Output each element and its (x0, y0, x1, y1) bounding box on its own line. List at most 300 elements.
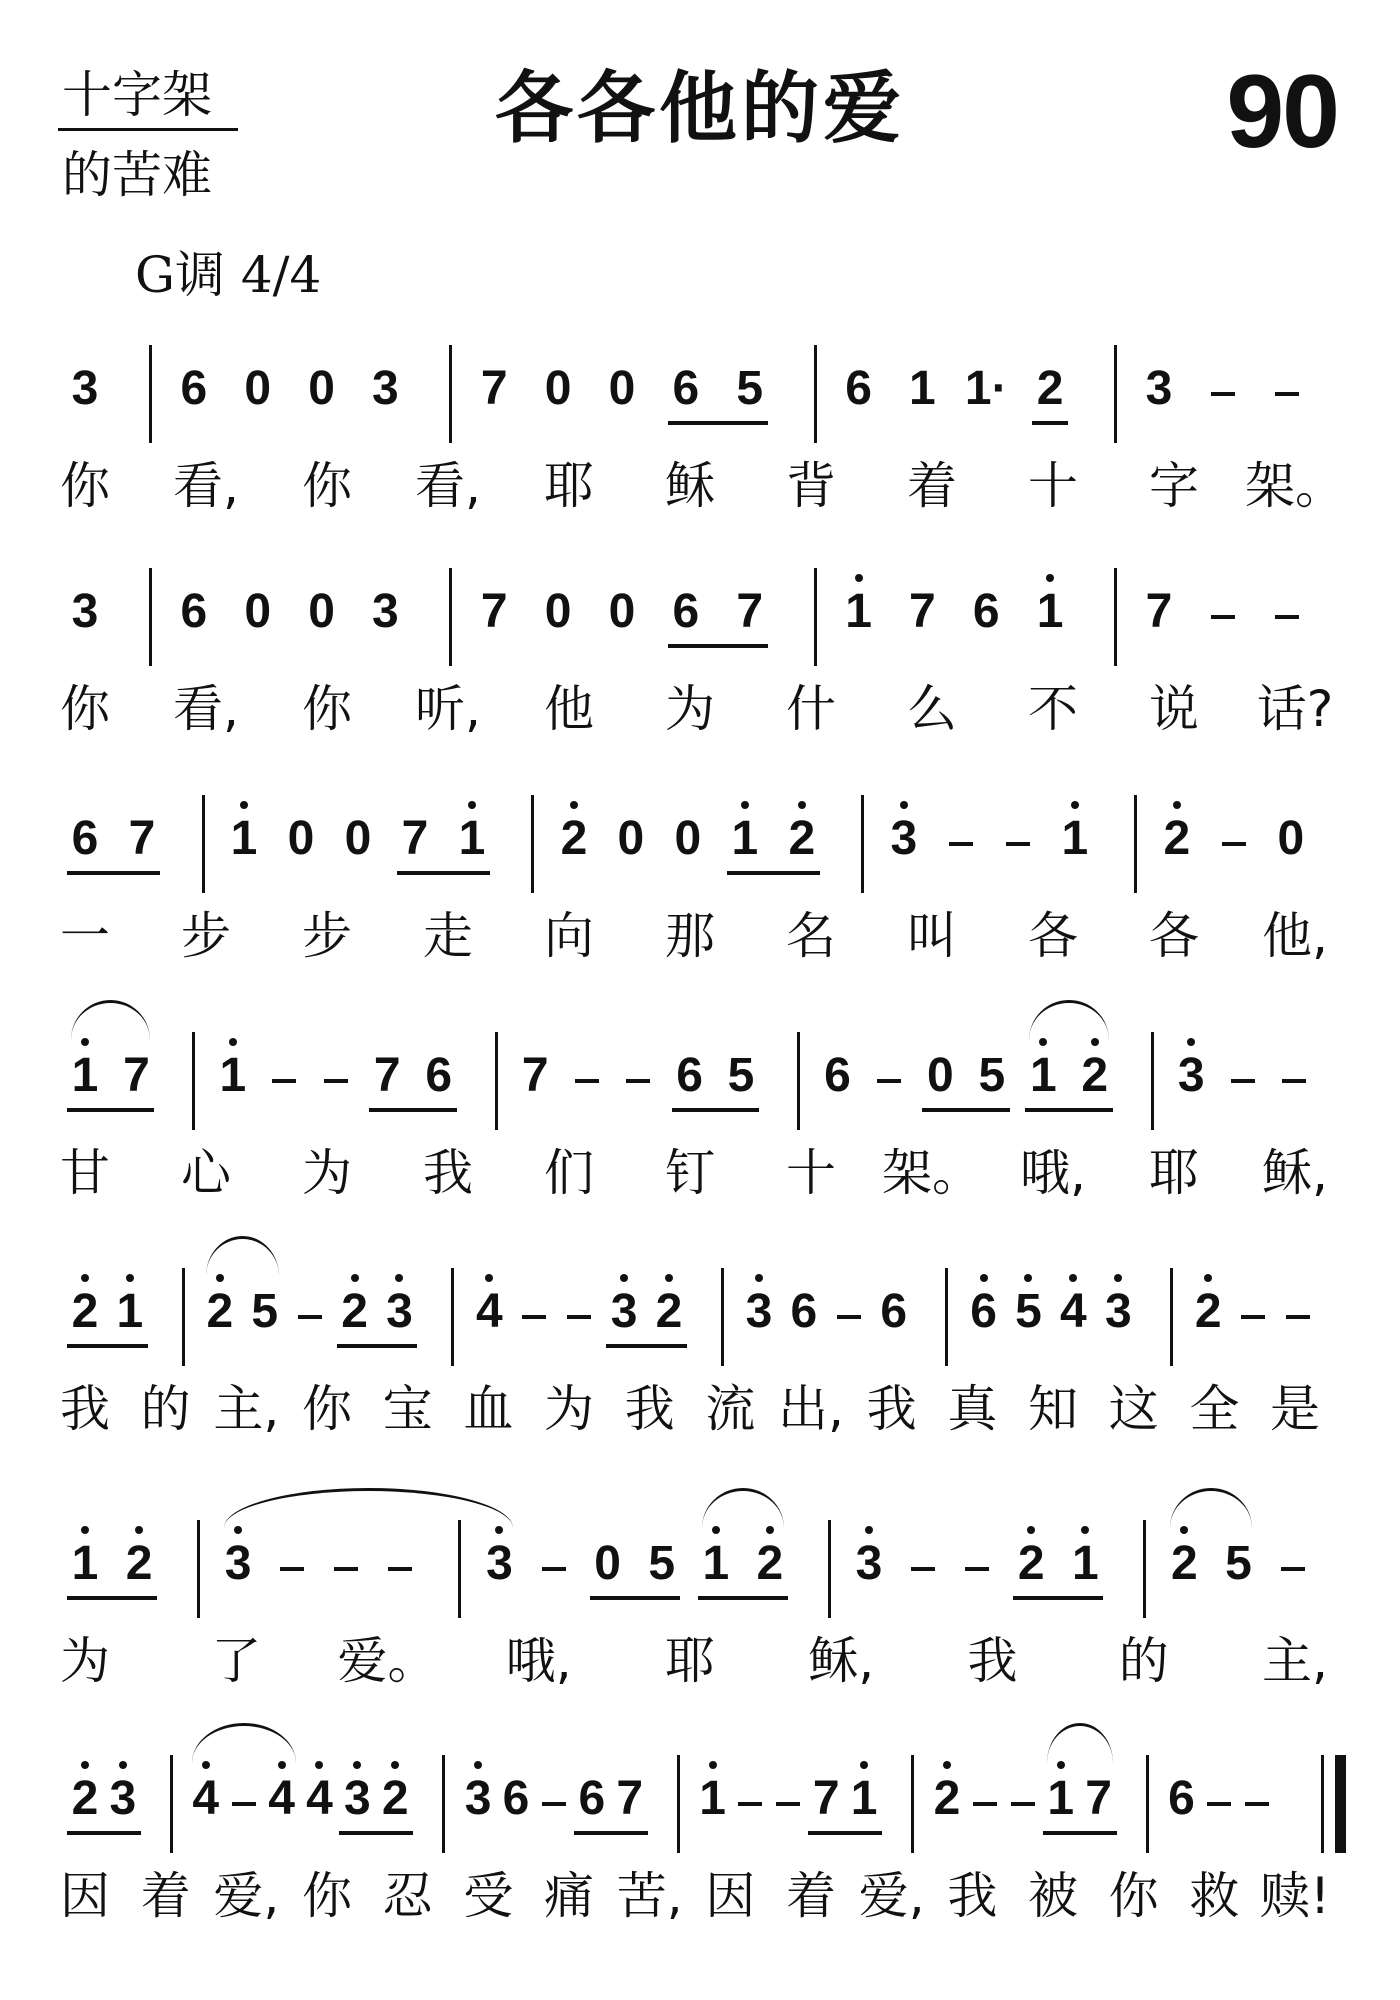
barline (1114, 345, 1117, 443)
note: 6 (972, 585, 1000, 638)
octave-dot (391, 1761, 399, 1769)
octave-dot (1173, 801, 1181, 809)
lyric-syllable: 甘 (60, 1144, 110, 1202)
lyric-syllable: 全 (1189, 1380, 1240, 1438)
lyric-syllable: 赎! (1259, 1867, 1331, 1925)
sustain-dash (911, 1567, 935, 1571)
lyric-syllable: 步 (181, 907, 231, 965)
note: 0 (608, 585, 636, 638)
lyric-syllable: 流 (705, 1380, 756, 1438)
note: 6 (676, 1049, 703, 1102)
lyric-syllable: 这 (1108, 1380, 1159, 1438)
note: 0 (608, 362, 636, 415)
note: 2 (1194, 1285, 1222, 1338)
lyric-syllable: 爱, (213, 1867, 280, 1925)
note: 5 (1015, 1285, 1042, 1338)
underline-beam (727, 871, 820, 875)
barline (1134, 795, 1137, 893)
note: 3 (1177, 1049, 1205, 1102)
octave-dot (741, 801, 749, 809)
note: 6 (845, 362, 872, 415)
sustain-dash (575, 1079, 599, 1083)
key-signature: G调 4/4 (135, 246, 322, 304)
lyric-syllable: 稣, (808, 1632, 875, 1690)
underline-beam (1013, 1596, 1103, 1600)
lyric-syllable: 看, (173, 680, 239, 738)
note: 2 (655, 1285, 683, 1338)
octave-dot (1069, 1274, 1077, 1282)
note: 5 (251, 1285, 279, 1338)
lyric-syllable: 知 (1028, 1380, 1078, 1438)
note: 3 (386, 1285, 413, 1338)
note: 7 (1085, 1772, 1112, 1825)
underline-beam (1032, 421, 1068, 425)
octave-dot (81, 1761, 89, 1769)
octave-dot (126, 1274, 134, 1282)
note: 1 (731, 812, 759, 865)
note: 6 (824, 1049, 851, 1102)
note: 7 (812, 1772, 840, 1825)
lyric-syllable: 各 (1149, 907, 1199, 965)
sustain-dash (388, 1567, 412, 1571)
sustain-dash (626, 1079, 650, 1083)
note: 3 (486, 1537, 513, 1590)
note: 3 (890, 812, 918, 865)
note: 2 (1017, 1537, 1045, 1590)
underline-beam (1025, 1108, 1112, 1112)
octave-dot (900, 801, 908, 809)
note: 5 (1225, 1537, 1252, 1590)
note: 1 (116, 1285, 144, 1338)
lyric-syllable: 你 (1108, 1867, 1159, 1925)
lyric-syllable: 哦, (1020, 1144, 1086, 1202)
octave-dot (755, 1274, 763, 1282)
note: 0 (344, 812, 372, 865)
sustain-dash (837, 1315, 861, 1319)
barline (458, 1520, 461, 1618)
note: 0 (594, 1537, 621, 1590)
sustain-dash (232, 1802, 256, 1806)
barline (677, 1755, 680, 1853)
barline (797, 1032, 800, 1130)
lyric-syllable: 血 (463, 1380, 514, 1438)
underline-beam (590, 1596, 680, 1600)
underline-beam (668, 421, 768, 425)
lyric-syllable: 稣 (665, 457, 715, 515)
underline-beam (672, 1108, 759, 1112)
note: 2 (381, 1772, 409, 1825)
notation-system (0, 362, 1400, 585)
barline (149, 345, 152, 443)
hymn-number: 90 (1226, 54, 1338, 170)
octave-dot (353, 1761, 361, 1769)
lyric-syllable: 们 (544, 1144, 594, 1202)
barline (449, 345, 452, 443)
barline (814, 345, 817, 443)
note: 2 (125, 1537, 153, 1590)
sustain-dash (272, 1079, 296, 1083)
note: 0 (244, 585, 272, 638)
note: 5 (648, 1537, 676, 1590)
octave-dot (468, 801, 476, 809)
note: 6 (880, 1285, 908, 1338)
note: 2 (933, 1772, 961, 1825)
underline-beam (698, 1596, 788, 1600)
note: 6 (180, 362, 208, 415)
lyric-syllable: 是 (1270, 1380, 1320, 1438)
note: 0 (308, 585, 335, 638)
barline (197, 1520, 200, 1618)
lyric-syllable: 钉 (665, 1144, 715, 1202)
note: 3 (610, 1285, 638, 1338)
sustain-dash (1281, 1567, 1305, 1571)
sustain-dash (1275, 392, 1299, 396)
lyric-syllable: 的 (1118, 1632, 1169, 1690)
lyric-syllable: 那 (665, 907, 715, 965)
lyric-syllable: 听, (415, 680, 481, 738)
lyric-syllable: 出, (778, 1380, 844, 1438)
lyric-syllable: 耶 (1149, 1144, 1199, 1202)
barline (451, 1268, 454, 1366)
octave-dot (395, 1274, 403, 1282)
lyric-syllable: 你 (60, 457, 110, 515)
underline-beam (808, 1831, 882, 1835)
barline (531, 795, 534, 893)
lyric-syllable: 他, (1262, 907, 1328, 965)
note: 1 (1029, 1049, 1057, 1102)
note: 1 (230, 812, 258, 865)
sustain-dash (298, 1315, 322, 1319)
note: 3 (1104, 1285, 1132, 1338)
lyric-syllable: 走 (423, 907, 473, 965)
note: 0 (287, 812, 315, 865)
sustain-dash (1011, 1802, 1035, 1806)
note: 7 (128, 812, 156, 865)
sustain-dash (522, 1315, 546, 1319)
sustain-dash (949, 842, 973, 846)
note: 3 (343, 1772, 371, 1825)
lyric-syllable: 字 (1149, 457, 1199, 515)
octave-dot (855, 574, 863, 582)
lyric-syllable: 为 (544, 1380, 594, 1438)
sustain-dash (1245, 1802, 1269, 1806)
note: 3 (71, 362, 99, 415)
lyric-syllable: 我 (866, 1380, 917, 1438)
underline-beam (668, 644, 768, 648)
note: 0 (617, 812, 645, 865)
sustain-dash (1286, 1315, 1310, 1319)
note: 4 (192, 1772, 220, 1825)
lyric-syllable: 十 (1028, 457, 1078, 515)
note: 0 (927, 1049, 954, 1102)
lyric-syllable: 步 (302, 907, 352, 965)
octave-dot (474, 1761, 482, 1769)
underline-beam (606, 1344, 687, 1348)
note: 0 (1277, 812, 1305, 865)
lyric-syllable: 我 (947, 1867, 998, 1925)
note: 7 (736, 585, 764, 638)
underline-beam (397, 871, 490, 875)
barline (182, 1268, 185, 1366)
underline-beam (67, 1344, 148, 1348)
lyric-syllable: 着 (140, 1867, 191, 1925)
note: 1· (964, 362, 1008, 415)
lyric-syllable: 你 (302, 457, 352, 515)
note: 1 (1071, 1537, 1099, 1590)
note: 7 (373, 1049, 401, 1102)
lyric-syllable: 受 (463, 1867, 514, 1925)
octave-dot (485, 1274, 493, 1282)
octave-dot (315, 1761, 323, 1769)
lyric-syllable: 苦, (616, 1867, 683, 1925)
barline (495, 1032, 498, 1130)
octave-dot (1024, 1274, 1032, 1282)
lyric-syllable: 宝 (382, 1380, 433, 1438)
note: 4 (1060, 1285, 1087, 1338)
note: 3 (464, 1772, 492, 1825)
lyric-syllable: 向 (544, 907, 594, 965)
note: 2 (71, 1285, 99, 1338)
note: 7 (401, 812, 429, 865)
barline (861, 795, 864, 893)
lyric-syllable: 说 (1149, 680, 1199, 738)
underline-beam (339, 1831, 413, 1835)
lyric-syllable: 架。 (882, 1144, 982, 1202)
barline (202, 795, 205, 893)
sustain-dash (1211, 392, 1235, 396)
sustain-dash (973, 1802, 997, 1806)
lyric-syllable: 什 (786, 680, 836, 738)
lyric-syllable: 爱, (858, 1867, 925, 1925)
octave-dot (1046, 574, 1054, 582)
note: 3 (855, 1537, 883, 1590)
sustain-dash (280, 1567, 304, 1571)
octave-dot (1081, 1526, 1089, 1534)
lyric-syllable: 耶 (544, 457, 594, 515)
sustain-dash (334, 1567, 358, 1571)
barline (721, 1268, 724, 1366)
underline-beam (67, 871, 160, 875)
lyric-syllable: 为 (665, 680, 715, 738)
lyric-syllable: 我 (967, 1632, 1018, 1690)
octave-dot (135, 1526, 143, 1534)
underline-beam (337, 1344, 418, 1348)
sustain-dash (1207, 1802, 1231, 1806)
notation-system (0, 1285, 1400, 1508)
octave-dot (119, 1761, 127, 1769)
sustain-dash (965, 1567, 989, 1571)
lyric-syllable: 耶 (665, 1632, 715, 1690)
octave-dot (980, 1274, 988, 1282)
lyric-syllable: 他 (544, 680, 594, 738)
note: 2 (1171, 1537, 1198, 1590)
sustain-dash (324, 1079, 348, 1083)
note: 1 (909, 362, 936, 415)
octave-dot (81, 1526, 89, 1534)
note: 6 (672, 585, 700, 638)
note: 0 (308, 362, 335, 415)
underline-beam (922, 1108, 1009, 1112)
lyric-syllable: 各 (1028, 907, 1078, 965)
octave-dot (860, 1761, 868, 1769)
note: 7 (616, 1772, 644, 1825)
barline (1114, 568, 1117, 666)
lyric-syllable: 叫 (907, 907, 957, 965)
notation-system (0, 1049, 1400, 1272)
barline (945, 1268, 948, 1366)
note: 2 (206, 1285, 234, 1338)
note: 7 (123, 1049, 150, 1102)
sustain-dash (1241, 1315, 1265, 1319)
lyric-syllable: 我 (423, 1144, 473, 1202)
note: 1 (1061, 812, 1089, 865)
sustain-dash (738, 1802, 762, 1806)
octave-dot (1027, 1526, 1035, 1534)
underline-beam (574, 1831, 648, 1835)
note: 2 (1036, 362, 1064, 415)
note: 0 (544, 362, 572, 415)
lyric-syllable: 稣, (1262, 1144, 1328, 1202)
sustain-dash (567, 1315, 591, 1319)
octave-dot (943, 1761, 951, 1769)
note: 7 (480, 585, 508, 638)
octave-dot (1114, 1274, 1122, 1282)
sustain-dash (1275, 615, 1299, 619)
lyric-syllable: 痛 (544, 1867, 594, 1925)
underline-beam (67, 1831, 141, 1835)
lyric-syllable: 被 (1028, 1867, 1078, 1925)
sustain-dash (1282, 1079, 1306, 1083)
sustain-dash (1222, 842, 1246, 846)
note: 7 (480, 362, 508, 415)
lyric-syllable: 忍 (382, 1867, 433, 1925)
note: 3 (109, 1772, 137, 1825)
note: 6 (425, 1049, 453, 1102)
note: 1 (1047, 1772, 1075, 1825)
lyric-syllable: 真 (947, 1380, 998, 1438)
sustain-dash (542, 1567, 566, 1571)
lyric-syllable: 你 (302, 1380, 352, 1438)
note: 2 (788, 812, 816, 865)
lyric-syllable: 哦, (505, 1632, 572, 1690)
barline (1170, 1268, 1173, 1366)
lyric-syllable: 心 (181, 1144, 231, 1202)
notation-system (0, 1772, 1400, 1995)
barline (814, 568, 817, 666)
note: 3 (224, 1537, 252, 1590)
note: 2 (1081, 1049, 1109, 1102)
note: 1 (71, 1049, 99, 1102)
lyric-syllable: 你 (60, 680, 110, 738)
note: 1 (458, 812, 486, 865)
note: 3 (745, 1285, 773, 1338)
note: 1 (71, 1537, 99, 1590)
octave-dot (351, 1274, 359, 1282)
barline (449, 568, 452, 666)
lyric-syllable: 你 (302, 1867, 352, 1925)
lyric-syllable: 爱。 (337, 1632, 438, 1690)
note: 0 (544, 585, 572, 638)
lyric-syllable: 名 (786, 907, 836, 965)
sustain-dash (776, 1802, 800, 1806)
barline (828, 1520, 831, 1618)
lyric-syllable: 一 (60, 907, 110, 965)
note: 5 (978, 1049, 1006, 1102)
barline (149, 568, 152, 666)
lyric-syllable: 因 (60, 1867, 110, 1925)
note: 2 (1163, 812, 1191, 865)
note: 6 (502, 1772, 530, 1825)
lyric-syllable: 着 (786, 1867, 836, 1925)
note: 7 (1145, 585, 1173, 638)
note: 6 (180, 585, 208, 638)
octave-dot (1071, 801, 1079, 809)
lyric-syllable: 么 (907, 680, 957, 738)
notation-system (0, 812, 1400, 1035)
octave-dot (865, 1526, 873, 1534)
sustain-dash (1231, 1079, 1255, 1083)
lyric-syllable: 救 (1189, 1867, 1240, 1925)
note: 1 (1036, 585, 1064, 638)
octave-dot (229, 1038, 237, 1046)
lyric-syllable: 的 (140, 1380, 191, 1438)
lyric-syllable: 了 (211, 1632, 262, 1690)
lyric-syllable: 不 (1028, 680, 1078, 738)
lyric-syllable: 看, (173, 457, 239, 515)
lyric-syllable: 我 (60, 1380, 110, 1438)
note: 3 (71, 585, 99, 638)
lyric-syllable: 主, (1262, 1632, 1328, 1690)
lyric-syllable: 架。 (1245, 457, 1345, 515)
lyric-syllable: 话? (1256, 680, 1334, 738)
barline (442, 1755, 445, 1853)
note: 7 (909, 585, 936, 638)
octave-dot (1187, 1038, 1195, 1046)
final-barline (1335, 1755, 1346, 1853)
octave-dot (1204, 1274, 1212, 1282)
lyric-syllable: 看, (415, 457, 481, 515)
lyric-syllable: 十 (786, 1144, 836, 1202)
category-top: 十字架 (62, 66, 212, 124)
notation-system (0, 1537, 1400, 1760)
note: 6 (970, 1285, 997, 1338)
note: 6 (578, 1772, 606, 1825)
barline (170, 1755, 173, 1853)
sustain-dash (542, 1802, 566, 1806)
note: 5 (727, 1049, 755, 1102)
note: 4 (306, 1772, 333, 1825)
hymn-title: 各各他的爱 (494, 64, 905, 154)
note: 2 (756, 1537, 784, 1590)
note: 6 (1168, 1772, 1195, 1825)
note: 3 (372, 585, 399, 638)
underline-beam (67, 1108, 154, 1112)
note: 1 (219, 1049, 247, 1102)
lyric-syllable: 着 (907, 457, 957, 515)
note: 1 (850, 1772, 878, 1825)
barline (911, 1755, 914, 1853)
octave-dot (81, 1274, 89, 1282)
barline (192, 1032, 195, 1130)
note: 0 (674, 812, 702, 865)
note: 3 (372, 362, 399, 415)
lyric-syllable: 背 (786, 457, 836, 515)
sustain-dash (1211, 615, 1235, 619)
note: 1 (702, 1537, 730, 1590)
note: 1 (845, 585, 872, 638)
underline-beam (1043, 1831, 1117, 1835)
underline-beam (67, 1596, 157, 1600)
